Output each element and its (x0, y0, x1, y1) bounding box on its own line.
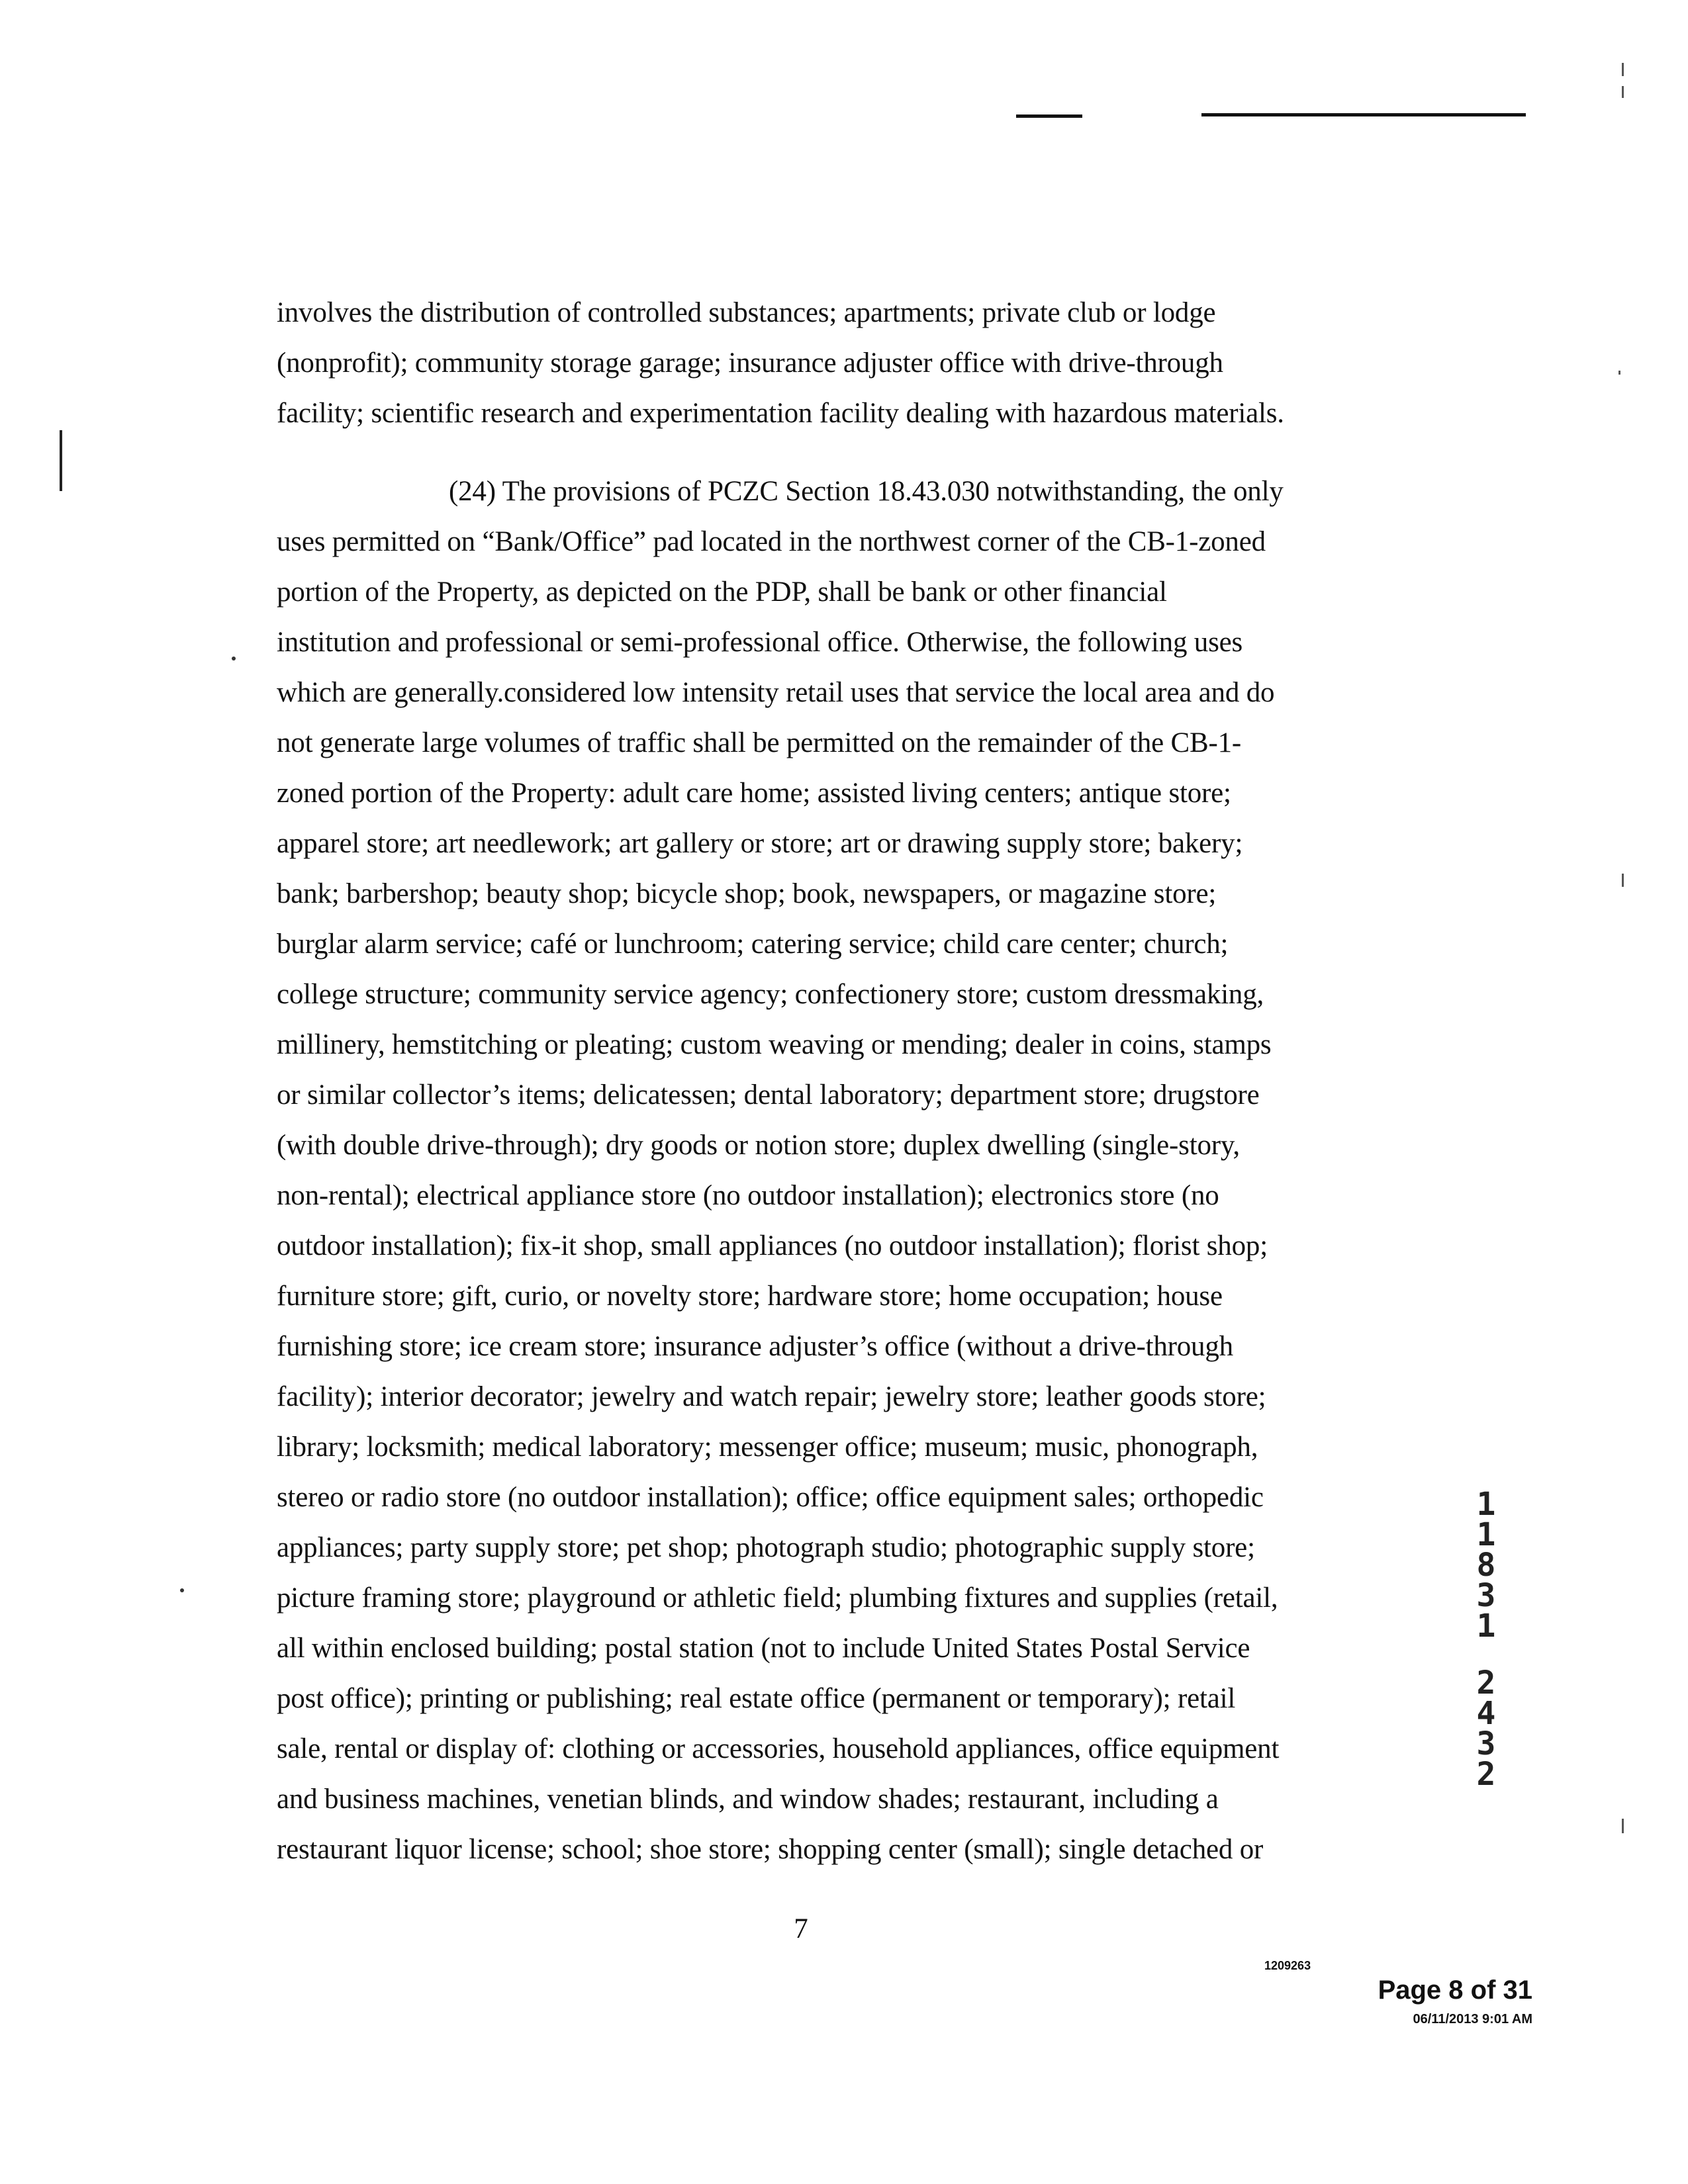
body-line: apparel store; art needlework; art gallery or store; art or drawing supply store; bakery; (277, 828, 1243, 859)
body-line: uses permitted on “Bank/Office” pad located in the northwest corner of the CB-1-zoned (277, 526, 1266, 557)
margin-dot (180, 1588, 184, 1592)
stamp-gap (1473, 1641, 1499, 1668)
edge-mark (1618, 371, 1620, 375)
margin-bar (60, 430, 62, 491)
body-line: and business machines, venetian blinds, and window shades; restaurant, including a (277, 1784, 1219, 1815)
body-line: millinery, hemstitching or pleating; custom weaving or mending; dealer in coins, stamps (277, 1029, 1272, 1060)
stamp-digit: 3 (1476, 1725, 1496, 1762)
body-line: furnishing store; ice cream store; insurance adjuster’s office (without a drive-through (277, 1331, 1233, 1362)
body-line: stereo or radio store (no outdoor installation); office; office equipment sales; orthopedic (277, 1482, 1264, 1513)
recording-stamp (1473, 1486, 1499, 1793)
stamp-digit: 1 (1476, 1486, 1496, 1523)
stamp-digit: 1 (1476, 1608, 1496, 1645)
body-line: which are generally.considered low intensity retail uses that service the local area and do (277, 677, 1275, 708)
body-line: involves the distribution of controlled substances; apartments; private club or lodge (277, 297, 1216, 328)
edge-mark (1622, 1819, 1624, 1833)
header-rule-long (1201, 113, 1526, 116)
body-line: college structure; community service agency; confectionery store; custom dressmaking, (277, 979, 1264, 1010)
body-line: burglar alarm service; café or lunchroom; catering service; child care center; church; (277, 929, 1229, 960)
stamp-digit: 8 (1476, 1547, 1496, 1584)
stamp-digit: 3 (1476, 1577, 1496, 1614)
body-line: portion of the Property, as depicted on the PDP, shall be bank or other financial (277, 576, 1167, 608)
document-id: 1209263 (1264, 1959, 1311, 1972)
body-line: post office); printing or publishing; real estate office (permanent or temporary); retail (277, 1683, 1236, 1714)
body-line: outdoor installation); fix-it shop, small appliances (no outdoor installation); florist shop; (277, 1230, 1268, 1261)
edge-mark (1622, 874, 1624, 887)
body-line: bank; barbershop; beauty shop; bicycle shop; book, newspapers, or magazine store; (277, 878, 1217, 909)
body-line: or similar collector’s items; delicatessen; dental laboratory; department store; drugstore (277, 1079, 1260, 1111)
body-line: restaurant liquor license; school; shoe store; shopping center (small); single detached or (277, 1834, 1264, 1865)
body-line: library; locksmith; medical laboratory; messenger office; museum; music, phonograph, (277, 1432, 1258, 1463)
page-number: 7 (794, 1913, 808, 1944)
page-counter: Page 8 of 31 (1378, 1976, 1532, 2005)
stamp-digit: 2 (1476, 1664, 1496, 1702)
body-line: all within enclosed building; postal station (not to include United States Postal Service (277, 1633, 1250, 1664)
body-line: sale, rental or display of: clothing or accessories, household appliances, office equipment (277, 1733, 1280, 1764)
body-line: furniture store; gift, curio, or novelty store; hardware store; home occupation; house (277, 1281, 1223, 1312)
body-line: appliances; party supply store; pet shop; photograph studio; photographic supply store; (277, 1532, 1255, 1563)
body-line: (with double drive-through); dry goods or notion store; duplex dwelling (single-story, (277, 1130, 1240, 1161)
body-line: non-rental); electrical appliance store (no outdoor installation); electronics store (no (277, 1180, 1219, 1211)
body-line: zoned portion of the Property: adult care home; assisted living centers; antique store; (277, 778, 1231, 809)
body-line: facility); interior decorator; jewelry and watch repair; jewelry store; leather goods store; (277, 1381, 1266, 1412)
body-line: (nonprofit); community storage garage; insurance adjuster office with drive-through (277, 347, 1223, 379)
body-line: institution and professional or semi-professional office. Otherwise, the following uses (277, 627, 1243, 658)
stamp-digit: 4 (1476, 1695, 1496, 1732)
header-rule-short (1016, 114, 1082, 118)
recorded-timestamp: 06/11/2013 9:01 AM (1413, 2012, 1532, 2026)
edge-mark (1622, 63, 1624, 76)
body-line: facility; scientific research and experimentation facility dealing with hazardous materials. (277, 398, 1284, 429)
stamp-digit: 1 (1476, 1516, 1496, 1553)
body-line: picture framing store; playground or athletic field; plumbing fixtures and supplies (retail, (277, 1582, 1278, 1614)
paragraph-24-first-line: (24) The provisions of PCZC Section 18.43.030 notwithstanding, the only (449, 476, 1284, 507)
body-line: not generate large volumes of traffic shall be permitted on the remainder of the CB-1- (277, 727, 1242, 758)
stamp-digit: 2 (1476, 1756, 1496, 1793)
edge-mark (1622, 86, 1624, 98)
margin-dot (232, 657, 236, 660)
